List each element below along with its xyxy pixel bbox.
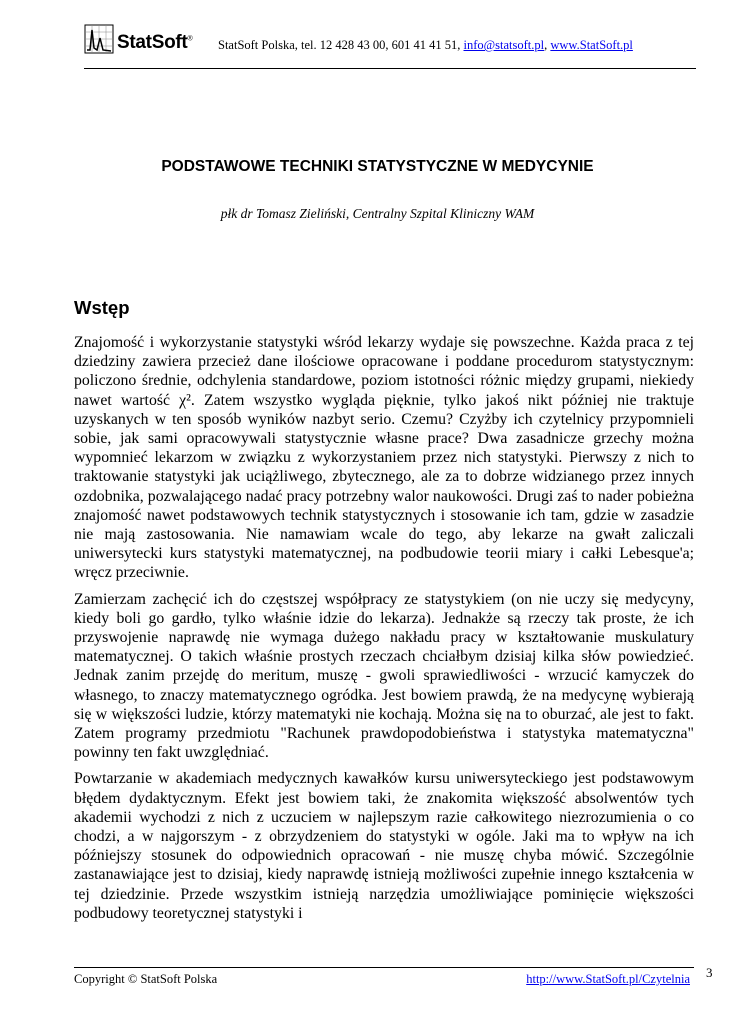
- body-text: [74, 333, 694, 930]
- logo-wordmark: StatSoft®: [117, 32, 193, 53]
- paragraph-3: Powtarzanie w akademiach medycznych kawałków kursu uniwersyteckiego jest podstawowym błędem dydaktycznym. Efekt jest bowiem taki, że znakomita większość absolwentów tych akademii wychodzi z nich z uczuciem w najlepszym razie całkowitego niezrozumienia o co chodzi, a w najgorszym - z obrzydzeniem do statystyki w ogóle. Jaki ma to wpływ na ich późniejszy stosunek do odpowiednich opracowań - nie muszę chyba mówić. Szczególnie zastanawiające jest to dzisiaj, kiedy naprawdę istnieją możliwości zupełnie innego kształcenia w tej dziedzinie. Przede wszystkim istnieją narzędzia umożliwiające pominięcie większości podbudowy teoretycznej statystyki i: [74, 770, 694, 922]
- page-header: [84, 22, 696, 69]
- paragraph-1: Znajomość i wykorzystanie statystyki wśród lekarzy wydaje się powszechne. Każda praca z tej dziedziny zawiera przecież dane ilościowe opracowane i poddane procedurom statystycznym: policzono średnie, odchylenia standardowe, poziom istotności różnic między grupami, niekiedy nawet wartość χ². Zatem wszystko wygląda pięknie, tylko jakoś nikt później nie traktuje uzyskanych w ten sposób wyników nazbyt serio. Czemu? Czyżby ich czytelnicy przypomnieli sobie, jak sami opracowywali statystycznie własne prace? Dwa zasadnicze grzechy można wypomnieć lekarzom w związku z wykorzystaniem przez nich statystyki. Pierwszy z nich to traktowanie statystyki jak uciążliwego, zbytecznego, ale za to dobrze widzianego przez innych ozdobnika, pozwalającego nadać pracy potrzebny walor naukowości. Drugi zaś to nader pobieżna znajomość nawet podstawowych technik statystycznych i stosowanie ich tam, gdzie w zasadzie nie mają zastosowania. Nie namawiam wcale do tego, aby lekarze na gwałt zaliczali uniwersytecki kurs statystyki matematycznej, na podbudowie teorii miary i całki Lebesque'a; wręcz przeciwnie.: [74, 334, 694, 582]
- document-title: PODSTAWOWE TECHNIKI STATYSTYCZNE W MEDYCYNIE: [161, 158, 594, 175]
- statsoft-chart-icon: [84, 24, 114, 54]
- section-heading: Wstęp: [74, 297, 130, 318]
- page-number: 3: [706, 965, 713, 980]
- page-footer: [74, 967, 694, 992]
- header-contact: StatSoft Polska, tel. 12 428 43 00, 601 41 41 51, info@statsoft.pl, www.StatSoft.pl: [218, 38, 633, 52]
- email-link[interactable]: info@statsoft.pl: [463, 38, 545, 52]
- paragraph-2: Zamierzam zachęcić ich do częstszej współpracy ze statystykiem (on nie uczy się medycyny, kiedy boli go gardło, tylko właśnie idzie do lekarza). Jednakże są rzeczy tak proste, że ich przyswojenie naprawdę nie wymaga dużego nakładu pracy w kształtowanie muskulatury matematycznej. O takich właśnie prostych rzeczach chciałbym dzisiaj kilka słów powiedzieć. Jednak zanim przejdę do meritum, muszę - gwoli sprawiedliwości - wrzucić kamyczek do własnego, to znaczy matematycznego ogródka. Jest bowiem prawdą, że na medycynę wybierają się w większości ludzie, którzy matematyki nie kochają. Można się na to oburzać, ale jest to fakt. Zatem programy przedmiotu "Rachunek prawdopodobieństwa i statystyka matematyczna" powinny ten fakt uwzględniać.: [74, 590, 694, 762]
- author-line: płk dr Tomasz Zieliński, Centralny Szpital Kliniczny WAM: [220, 206, 535, 221]
- contact-text: StatSoft Polska, tel. 12 428 43 00, 601 41 41 51,: [218, 38, 464, 52]
- statsoft-logo: [84, 24, 214, 62]
- website-link[interactable]: www.StatSoft.pl: [550, 38, 633, 52]
- copyright-text: Copyright © StatSoft Polska: [74, 972, 218, 986]
- footer-url-link[interactable]: http://www.StatSoft.pl/Czytelnia: [526, 972, 690, 986]
